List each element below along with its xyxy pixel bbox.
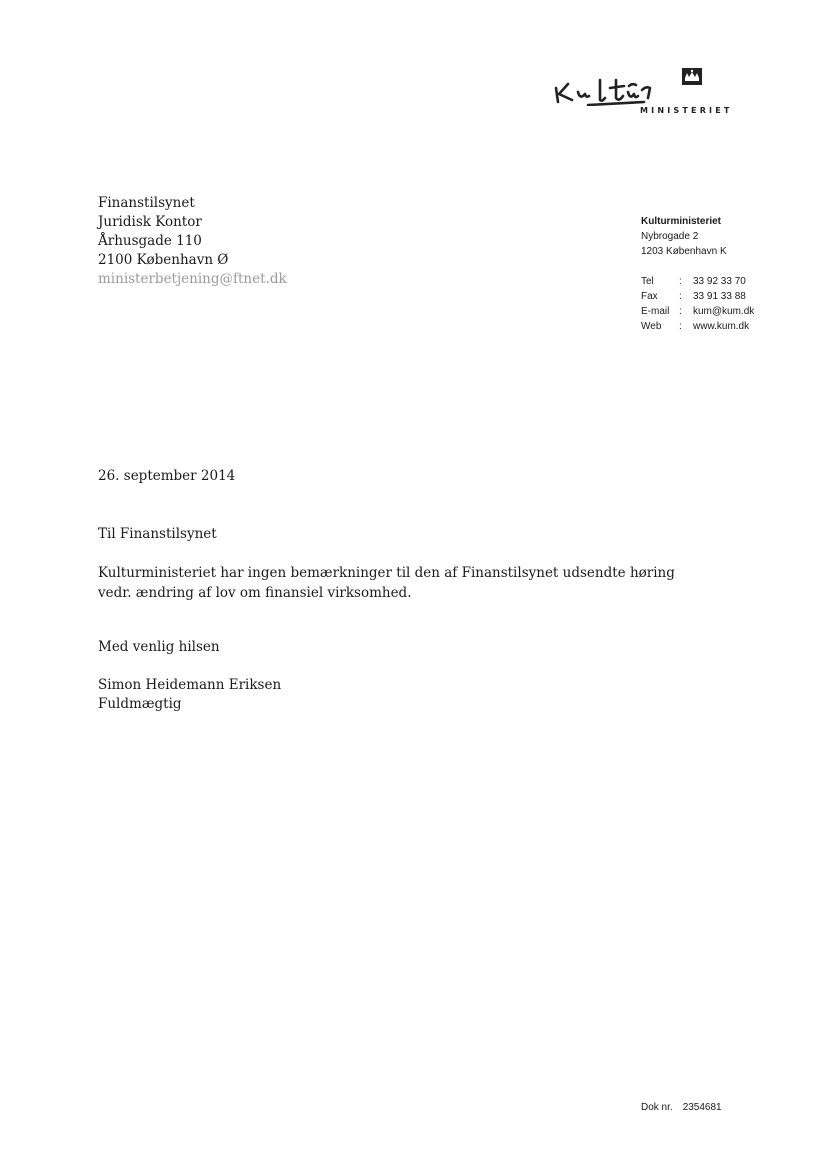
contact-separator: : xyxy=(679,276,682,287)
recipient-address xyxy=(98,194,287,289)
recipient-line: 2100 København Ø xyxy=(98,252,229,268)
contact-separator: : xyxy=(679,321,682,332)
contact-label: Fax xyxy=(641,291,658,302)
contact-value: www.kum.dk xyxy=(693,321,750,332)
contact-value: 33 92 33 70 xyxy=(693,276,746,287)
body-line: Kulturministeriet har ingen bemærkninger til den af Finanstilsynet udsendte høring xyxy=(98,565,675,581)
letter-closing: Med venlig hilsen xyxy=(98,639,220,655)
sender-name: Kulturministeriet xyxy=(641,216,722,227)
signature-block xyxy=(98,676,281,714)
letter-body xyxy=(98,564,675,603)
contact-row-tel xyxy=(641,274,754,289)
contact-value: 33 91 33 88 xyxy=(693,291,746,302)
logo-subtitle: MINISTERIET xyxy=(640,106,733,115)
contact-separator: : xyxy=(679,291,682,302)
document-number xyxy=(641,1102,722,1113)
contact-label: Tel xyxy=(641,276,654,287)
signer-title: Fuldmægtig xyxy=(98,696,182,712)
contact-row-web xyxy=(641,319,754,334)
logo-wordmark-graphic xyxy=(548,66,748,106)
contact-separator: : xyxy=(679,306,682,317)
recipient-line: Juridisk Kontor xyxy=(98,214,202,230)
body-line: vedr. ændring af lov om finansiel virksomhed. xyxy=(98,584,412,601)
doc-number-label: Dok nr. xyxy=(641,1102,673,1113)
contact-label: Web xyxy=(641,321,662,332)
signer-name: Simon Heidemann Eriksen xyxy=(98,677,282,693)
letter-greeting: Til Finanstilsynet xyxy=(98,526,217,542)
contact-label: E-mail xyxy=(641,306,670,317)
recipient-line: Finanstilsynet xyxy=(98,195,195,211)
doc-number-value: 2354681 xyxy=(682,1102,722,1113)
contact-row-email xyxy=(641,304,754,319)
recipient-line: Århusgade 110 xyxy=(98,233,202,249)
sender-city: 1203 København K xyxy=(641,246,727,257)
sender-contacts xyxy=(641,274,754,334)
letter-date: 26. september 2014 xyxy=(98,468,236,484)
sender-street: Nybrogade 2 xyxy=(641,231,699,242)
recipient-email: ministerbetjening@ftnet.dk xyxy=(98,271,287,287)
sender-address xyxy=(641,214,727,259)
contact-row-fax xyxy=(641,289,754,304)
contact-value: kum@kum.dk xyxy=(693,306,755,317)
